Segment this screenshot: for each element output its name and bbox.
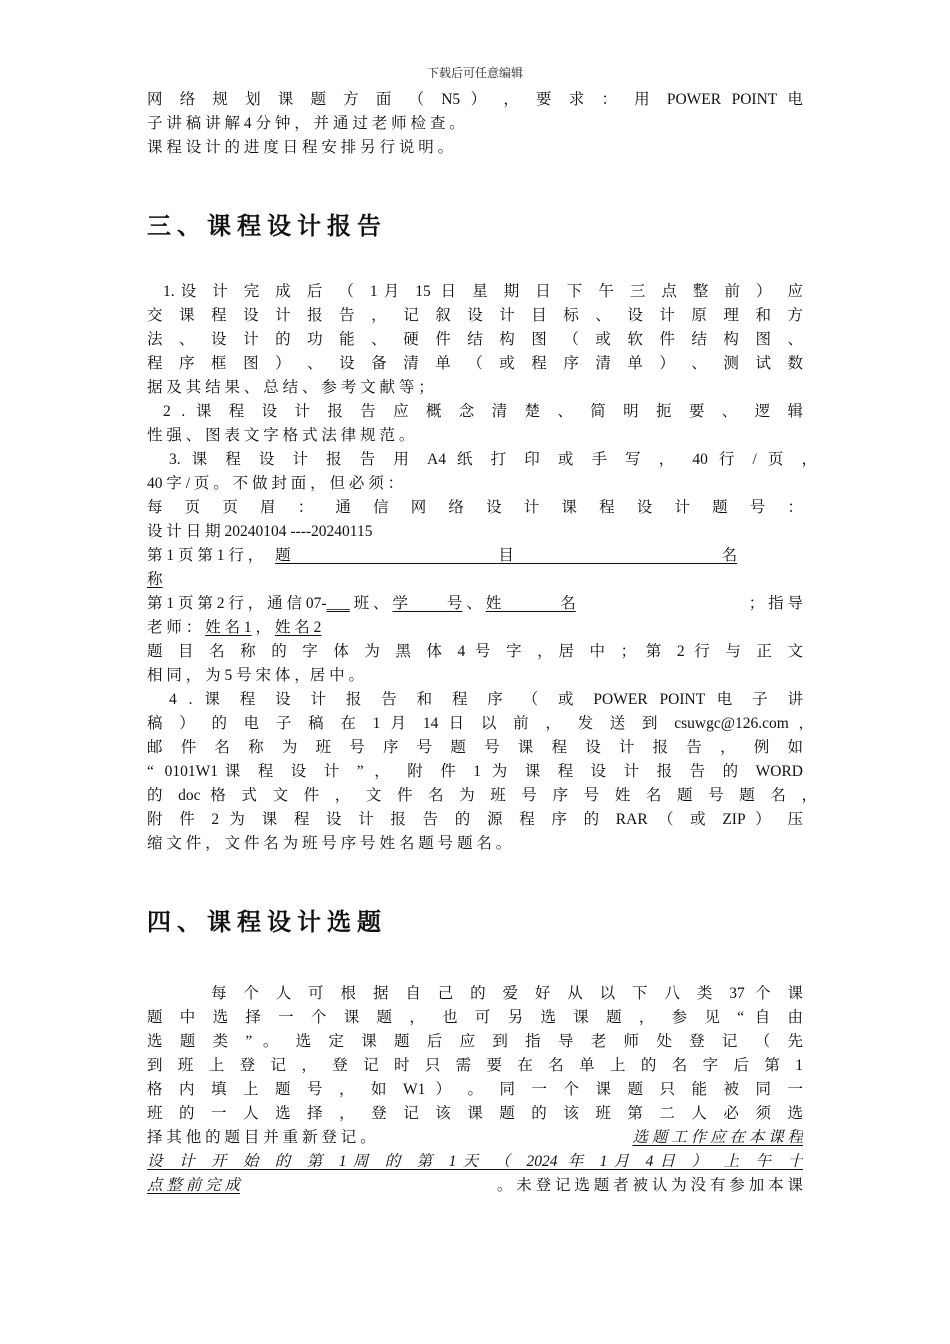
s4-line-9-plain: 。 未 登 记 选 题 者 被 认 为 没 有 参 加 本 课	[496, 1177, 803, 1194]
row2-name: 姓 名	[485, 595, 576, 612]
s3-p1-line-5: 据 及 其 结 果 、 总 结 、 参 考 文 献 等 ；	[147, 379, 434, 396]
s4-line-6: 班 的 一 人 选 择 ， 登 记 该 课 题 的 该 班 第 二 人 必 须 选	[147, 1105, 803, 1122]
header-format-row-2	[147, 592, 803, 616]
s4-line-2: 题 中 选 择 一 个 课 题 ， 也 可 另 选 课 题 ， 参 见 “ 自 由	[147, 1009, 803, 1026]
intro-line-1: 网 络 规 划 课 题 方 面 （ N5 ） ， 要 求 ： 用 POWER POINT 电	[147, 91, 803, 108]
s4-line-4: 到 班 上 登 记 ， 登 记 时 只 需 要 在 名 单 上 的 名 字 后 第 1	[147, 1057, 803, 1074]
s4-line-3: 选 题 类 ” 。 选 定 课 题 后 应 到 指 导 老 师 处 登 记 （ 先	[147, 1033, 803, 1050]
s4-line-9-emphasis: 点 整 前 完 成	[147, 1177, 241, 1194]
s3-p4-line-5: 的 doc 格 式 文 件 ， 文 件 名 为 班 号 序 号 姓 名 题 号 题 名 ，	[147, 787, 817, 804]
s3-p4-line-6: 附 件 2 为 课 程 设 计 报 告 的 源 程 序 的 RAR （ 或 ZIP ） 压	[147, 811, 803, 828]
s4-line-1: 每 个 人 可 根 据 自 己 的 爱 好 从 以 下 八 类 37 个 课	[211, 985, 803, 1002]
section-4-title: 四、课程设计选题	[147, 908, 387, 936]
s3-p3-line-2: 40 字 / 页 。 不 做 封 面 ， 但 必 须 ：	[147, 475, 404, 492]
s3-p1-line-4: 程 序 框 图 ） 、 设 备 清 单 （ 或 程 序 清 单 ） 、 测 试 数	[147, 355, 803, 372]
page-header: 下载后可任意编辑	[426, 66, 523, 80]
s4-line-7-emphasis: 选 题 工 作 应 在 本 课 程	[632, 1129, 803, 1146]
s3-p1-line-2: 交 课 程 设 计 报 告 ， 记 叙 设 计 目 标 、 设 计 原 理 和 方	[147, 307, 803, 324]
row2-mid-2: 、	[466, 595, 482, 612]
header-format-row-1	[147, 544, 803, 568]
header-format-row-1-cont	[147, 568, 803, 592]
s3-p3-line-3: 每 页 页 眉 ： 通 信 网 络 设 计 课 程 设 计 题 号 ：	[147, 499, 803, 516]
intro-line-2: 子 讲 稿 讲 解 4 分 钟 ， 并 通 过 老 师 检 查 。	[147, 115, 465, 132]
row1-title-placeholder: 题 目 名	[275, 547, 738, 564]
s3-p3-line-4: 设 计 日 期 20240104 ----20240115	[147, 523, 373, 540]
s3-p4-line-3: 邮 件 名 称 为 班 号 序 号 题 号 课 程 设 计 报 告 ， 例 如	[147, 739, 803, 756]
document-body	[147, 88, 817, 1198]
s3-p2-line-2: 性 强 、 图 表 文 字 格 式 法 律 规 范 。	[147, 427, 415, 444]
s3-p4-line-4: “ 0101W1课 程 设 计 ” ， 附 件 1 为 课 程 设 计 报 告 的 WORD	[147, 763, 803, 780]
row3-prefix: 老 师 ：	[147, 619, 202, 636]
intro-line-3: 课 程 设 计 的 进 度 日 程 安 排 另 行 说 明 。	[147, 139, 454, 156]
row2-prefix: 第 1 页 第 2 行 ， 通 信 07-	[147, 595, 327, 612]
s4-line-7	[147, 1126, 803, 1150]
s3-p2-line-1: 2 . 课 程 设 计 报 告 应 概 念 清 楚 、 简 明 扼 要 、 逻 辑	[163, 403, 803, 420]
row2-end: ； 指 导	[748, 595, 803, 612]
row2-mid-1: 班 、	[353, 595, 389, 612]
s3-p1-line-3: 法 、 设 计 的 功 能 、 硬 件 结 构 图 （ 或 软 件 结 构 图 、	[147, 331, 803, 348]
s3-p3-line-1: 3. 课 程 设 计 报 告 用 A4 纸 打 印 或 手 写 ， 40 行 / 页 ，	[169, 451, 817, 468]
row1-prefix: 第 1 页 第 1 行 ，	[147, 547, 264, 564]
s4-line-9	[147, 1174, 803, 1198]
section-3-title: 三、课程设计报告	[147, 212, 387, 240]
s3-p3b-line-2: 相 同 ， 为 5 号 宋 体 ，居 中 。	[147, 667, 365, 684]
row2-class-blank: ___	[326, 595, 350, 612]
s3-p3b-line-1: 题 目 名 称 的 字 体 为 黑 体 4 号 字 ，居 中 ； 第 2 行 与 正 文	[147, 643, 803, 660]
header-format-row-3	[147, 616, 803, 640]
row3-mid: ，	[255, 619, 272, 636]
s4-line-7-plain: 择 其 他 的 题 目 并 重 新 登 记 。	[147, 1129, 376, 1146]
s4-line-5: 格 内 填 上 题 号 ， 如 W1 ） 。 同 一 个 课 题 只 能 被 同 一	[147, 1081, 803, 1098]
row1-title-cont: 称	[147, 571, 163, 588]
s3-p4-line-1: 4 . 课 程 设 计 报 告 和 程 序 （ 或 POWER POINT 电 子 讲	[169, 691, 803, 708]
s3-p4-line-7: 缩 文 件 ， 文 件 名 为 班 号 序 号 姓 名 题 号 题 名 。	[147, 835, 512, 852]
row3-teacher-1: 姓 名 1	[205, 619, 252, 636]
row3-teacher-2: 姓 名 2	[274, 619, 322, 636]
s3-p4-line-2: 稿 ） 的 电 子 稿 在 1 月 14 日 以 前 ， 发 送 到 csuwgc@126.com ,	[147, 715, 803, 732]
row2-student-id: 学 号	[392, 595, 463, 612]
s4-line-8-emphasis: 设 计 开 始 的 第 1周 的 第 1天 （ 2024 年 1月 4日 ） 上 午 十	[147, 1153, 803, 1170]
s3-p1-line-1: 1.设 计 完 成 后 （ 1月 15 日 星 期 日 下 午 三 点 整 前 ） 应	[163, 283, 803, 300]
